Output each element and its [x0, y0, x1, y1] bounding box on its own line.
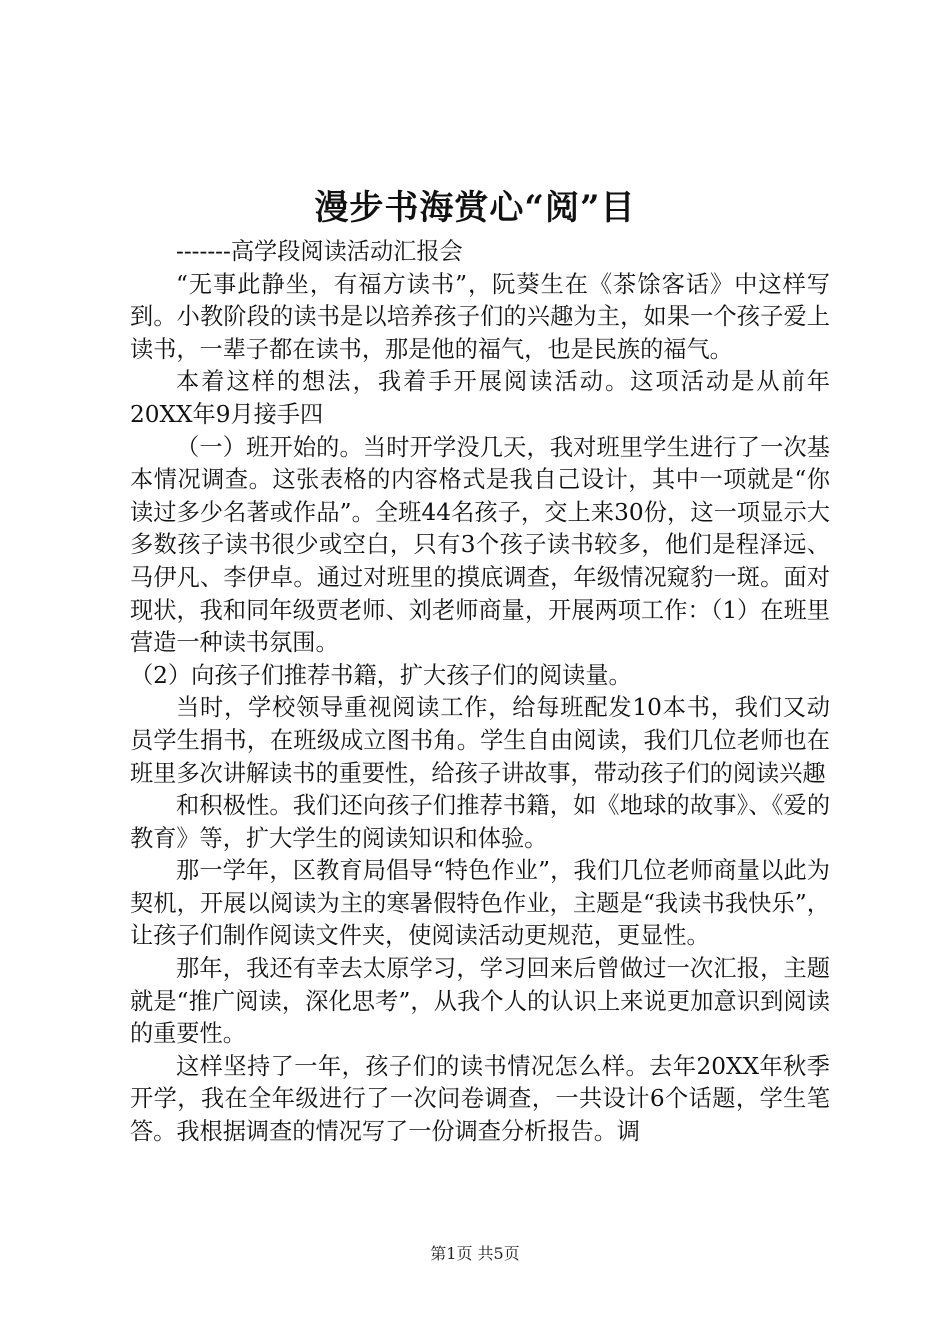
paragraph-4: （2）向孩子们推荐书籍，扩大孩子们的阅读量。: [130, 661, 632, 689]
paragraph-2: 本着这样的想法，我着手开展阅读活动。这项活动是从前年20XX年9月接手四: [130, 368, 830, 428]
document-body: [130, 236, 830, 1149]
paragraph-1: “无事此静坐，有福方读书”，阮葵生在《茶馀客话》中这样写到。小教阶段的读书是以培养孩子们的兴趣为主，如果一个孩子爱上读书，一辈子都在读书，那是他的福气，也是民族的福气。: [130, 270, 830, 363]
document-title: 漫步书海赏心“阅”目: [314, 188, 636, 228]
document-subtitle: -------高学段阅读活动汇报会: [176, 238, 463, 265]
paragraph-3: （一）班开始的。当时开学没几天，我对班里学生进行了一次基本情况调查。这张表格的内容格式是我自己设计，其中一项就是“你读过多少名著或作品”。全班44名孩子，交上来30份，这一项显示大多数孩子读书很少或空白，只有3个孩子读书较多，他们是程泽远、马伊凡、李伊卓。通过对班里的摸底调查，年级情况窥豹一斑。面对现状，我和同年级贾老师、刘老师商量，开展两项工作：（1）在班里营造一种读书氛围。: [130, 433, 830, 657]
paragraph-6: 和积极性。我们还向孩子们推荐书籍，如《地球的故事》、《爱的教育》等，扩大学生的阅读知识和体验。: [130, 792, 830, 852]
paragraph-9: 这样坚持了一年，孩子们的读书情况怎么样。去年20XX年秋季开学，我在全年级进行了一次问卷调查，一共设计6个话题，学生笔答。我根据调查的情况写了一份调查分析报告。调: [130, 1052, 830, 1146]
paragraph-5: 当时，学校领导重视阅读工作，给每班配发10本书，我们又动员学生捐书，在班级成立图书角。学生自由阅读，我们几位老师也在班里多次讲解读书的重要性，给孩子讲故事，带动孩子们的阅读兴趣: [130, 694, 830, 787]
page-number-footer: 第1页 共5页: [430, 1244, 520, 1263]
paragraph-7: 那一学年，区教育局倡导“特色作业”，我们几位老师商量以此为契机，开展以阅读为主的寒暑假特色作业，主题是“我读书我快乐”，让孩子们制作阅读文件夹，使阅读活动更规范，更显性。: [130, 857, 830, 950]
paragraph-8: 那年，我还有幸去太原学习，学习回来后曾做过一次汇报，主题就是“推广阅读，深化思考”，从我个人的认识上来说更加意识到阅读的重要性。: [130, 955, 830, 1048]
